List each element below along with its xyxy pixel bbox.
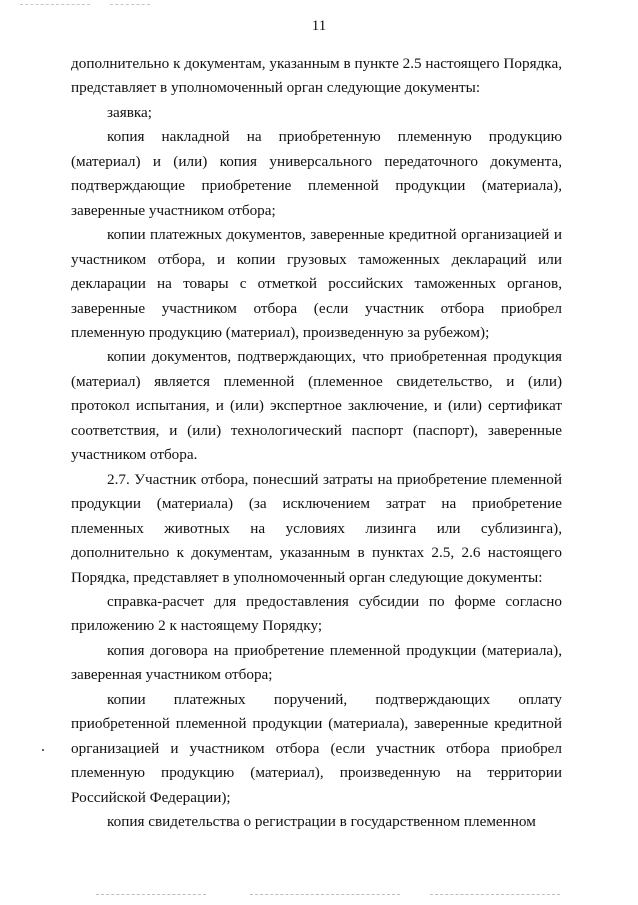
document-body — [71, 52, 562, 835]
top-scan-edge — [20, 4, 90, 5]
clause-2-7: 2.7. Участник отбора, понесший затраты на приобретение племенной продукции (материала) (за исключением затрат на приобретение племенных животных на условиях лизинга или сублизинга), дополнительно к документам, указанным в пунктах 2.5, 2.6 настоящего Порядка, представляет в уполномоченный орган следующие документы: — [71, 470, 562, 586]
bottom-scan-edge-right — [430, 894, 560, 895]
paragraph-continuation: дополнительно к документам, указанным в пункте 2.5 настоящего Порядка, представляет в уполномоченный орган следующие документы: — [71, 55, 562, 97]
list-item-contract-copy: копия договора на приобретение племенной продукции (материала), заверенная участником отбора; — [71, 641, 562, 684]
scan-speck — [42, 749, 44, 751]
list-item-payment-orders: копии платежных поручений, подтверждающих оплату приобретенной племенной продукции (материала), заверенные кредитной организацией и участником отбора (если участник отбора приобрел племенную продукцию (материал), произведенную на территории Российской Федерации); — [71, 690, 562, 806]
bottom-scan-edge — [96, 894, 206, 895]
top-scan-edge-right — [110, 4, 150, 5]
list-item-invoice-copy: копия накладной на приобретенную племенную продукцию (материал) и (или) копия универсального передаточного документа, подтверждающие приобретение племенной продукции (материала), заверенные участником отбора; — [71, 128, 562, 219]
list-item-payment-documents: копии платежных документов, заверенные кредитной организацией и участником отбора, и копии грузовых таможенных деклараций или декларации на товары с отметкой российских таможенных органов, заверенные участником отбора (если участник отбора приобрел племенную продукцию (материал), произведенную за рубежом); — [71, 226, 562, 341]
page-number: 11 — [311, 18, 327, 34]
list-item-calculation-note: справка-расчет для предоставления субсидии по форме согласно приложению 2 к настоящему Порядку; — [71, 592, 562, 635]
list-item-breeding-certificates: копии документов, подтверждающих, что приобретенная продукция (материал) является племенной (племенное свидетельство, и (или) протокол испытания, и (или) экспертное заключение, и (или) сертификат соответствия, и (или) технологический паспорт (паспорт), заверенные участником отбора. — [71, 348, 562, 464]
list-item-registration-certificate: копия свидетельства о регистрации в государственном племенном — [107, 813, 536, 831]
list-item-application: заявка; — [107, 103, 153, 121]
bottom-scan-edge-mid — [250, 894, 400, 895]
